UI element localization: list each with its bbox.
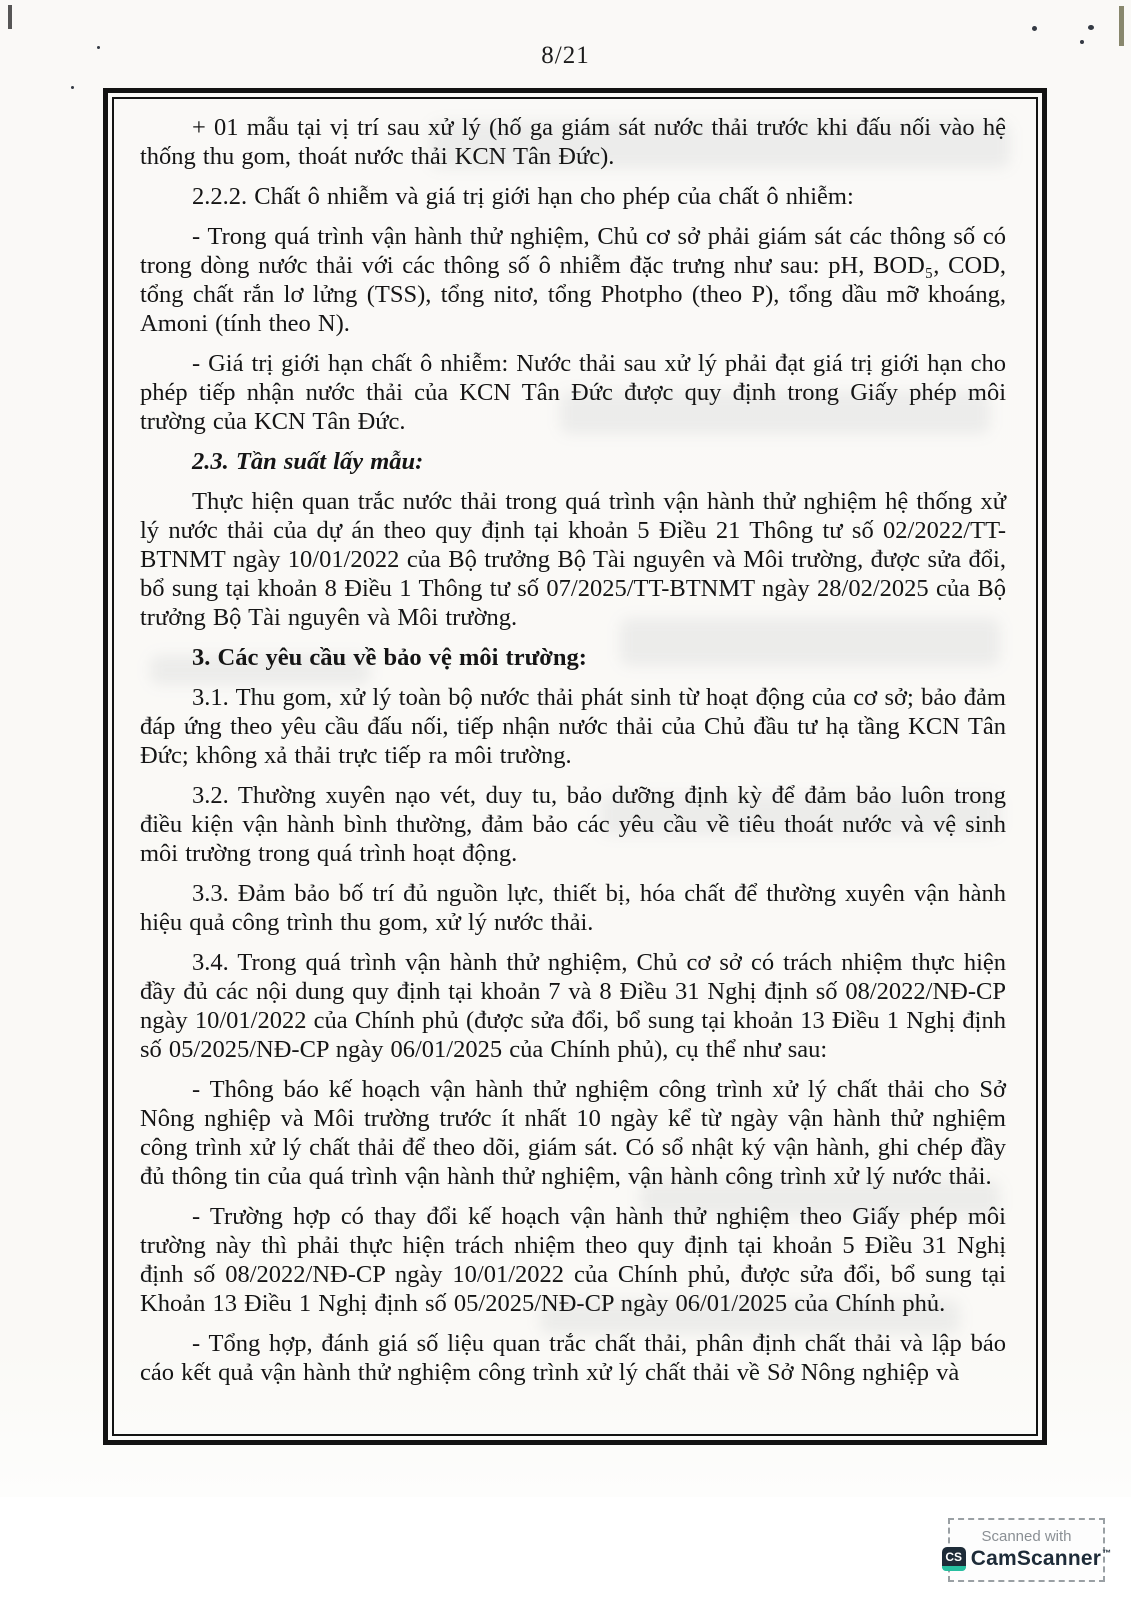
- paragraph-3-3: 3.3. Đảm bảo bố trí đủ nguồn lực, thiết bị, hóa chất để thường xuyên vận hành hiệu quả công trình thu gom, xử lý nước thải.: [140, 880, 1006, 936]
- document-body: [112, 97, 1038, 1436]
- paragraph-plan-change: - Trường hợp có thay đổi kế hoạch vận hành thử nghiệm theo Giấy phép môi trường này thì phải thực hiện trách nhiệm theo quy định tại khoản 5 Điều 31 Nghị định số 08/2022/NĐ-CP ngày 10/01/2022 của Chính phủ, được sửa đổi, bổ sung tại Khoản 13 Điều 1 Nghị định số 05/2025/NĐ-CP ngày 06/01/2025 của Chính phủ.: [140, 1203, 1006, 1317]
- paragraph-report-results: - Tổng hợp, đánh giá số liệu quan trắc chất thải, phân định chất thải và lập báo cáo kết quả vận hành thử nghiệm công trình xử lý chất thải về Sở Nông nghiệp và: [140, 1330, 1006, 1386]
- camscanner-logo-teal-strip: [942, 1566, 966, 1571]
- heading-3: 3. Các yêu cầu về bảo vệ môi trường:: [192, 644, 587, 671]
- paragraph-3-1: 3.1. Thu gom, xử lý toàn bộ nước thải phát sinh từ hoạt động của cơ sở; bảo đảm đáp ứng theo yêu cầu đấu nối, tiếp nhận nước thải của Chủ đầu tư hạ tầng KCN Tân Đức; không xả thải trực tiếp ra môi trường.: [140, 684, 1006, 769]
- scan-edge-mark-right: [1119, 6, 1124, 46]
- camscanner-watermark: [945, 1518, 1112, 1582]
- paragraph-sample-location: + 01 mẫu tại vị trí sau xử lý (hố ga giám sát nước thải trước khi đấu nối vào hệ thống thu gom, thoát nước thải KCN Tân Đức).: [140, 114, 1006, 170]
- paragraph-3-4: 3.4. Trong quá trình vận hành thử nghiệm, Chủ cơ sở có trách nhiệm thực hiện đầy đủ các nội dung quy định tại khoản 7 và 8 Điều 31 Nghị định số 08/2022/NĐ-CP ngày 10/01/2022 của Chính phủ (được sửa đổi, bổ sung tại khoản 13 Điều 1 Nghị định số 05/2025/NĐ-CP ngày 06/01/2025 của Chính phủ), cụ thể như sau:: [140, 949, 1006, 1063]
- page-number: 8/21: [541, 42, 590, 69]
- camscanner-brand-text: CamScanner: [970, 1547, 1102, 1570]
- heading-2-3: 2.3. Tần suất lấy mẫu:: [192, 448, 424, 475]
- content-border-box: [103, 88, 1047, 1445]
- camscanner-logo-letters: CS: [945, 1550, 963, 1564]
- paragraph-3-2: 3.2. Thường xuyên nạo vét, duy tu, bảo dưỡng định kỳ để đảm bảo luôn trong điều kiện vận hành bình thường, đảm bảo các yêu cầu về tiêu thoát nước và vệ sinh môi trường trong quá trình hoạt động.: [140, 782, 1006, 867]
- heading-2-2-2: 2.2.2. Chất ô nhiễm và giá trị giới hạn cho phép của chất ô nhiễm:: [192, 183, 854, 210]
- scanned-with-label: Scanned with: [981, 1528, 1072, 1545]
- paragraph-monitoring-params: - Trong quá trình vận hành thử nghiệm, Chủ cơ sở phải giám sát các thông số có trong dòng nước thải với các thông số ô nhiễm đặc trưng như sau: pH, BOD₅, COD, tổng chất rắn lơ lửng (TSS), tổng nitơ, tổng Photpho (theo P), tổng dầu mỡ khoáng, Amoni (tính theo N).: [140, 223, 1006, 337]
- camscanner-brand-row: [942, 1547, 1112, 1571]
- trademark-symbol: ™: [1102, 1548, 1112, 1558]
- camscanner-logo-icon: [942, 1547, 966, 1571]
- scan-edge-mark-left: [8, 5, 12, 29]
- paragraph-limit-values: - Giá trị giới hạn chất ô nhiễm: Nước thải sau xử lý phải đạt giá trị giới hạn cho phép tiếp nhận nước thải của KCN Tân Đức được quy định trong Giấy phép môi trường của KCN Tân Đức.: [140, 350, 1006, 435]
- camscanner-brand-name: [971, 1548, 1112, 1570]
- paragraph-notify-plan: - Thông báo kế hoạch vận hành thử nghiệm công trình xử lý chất thải cho Sở Nông nghiệp và Môi trường trước ít nhất 10 ngày kể từ ngày vận hành thử nghiệm công trình xử lý chất thải để theo dõi, giám sát. Có sổ nhật ký vận hành, ghi chép đầy đủ thông tin của quá trình vận hành thử nghiệm, vận hành công trình xử lý nước thải.: [140, 1076, 1006, 1190]
- paragraph-sampling-frequency: Thực hiện quan trắc nước thải trong quá trình vận hành thử nghiệm hệ thống xử lý nước thải của dự án theo quy định tại khoản 5 Điều 21 Thông tư số 02/2022/TT-BTNMT ngày 10/01/2022 của Bộ trưởng Bộ Tài nguyên và Môi trường, được sửa đổi, bổ sung tại khoản 8 Điều 1 Thông tư số 07/2025/TT-BTNMT ngày 28/02/2025 của Bộ trưởng Bộ Tài nguyên và Môi trường.: [140, 488, 1006, 631]
